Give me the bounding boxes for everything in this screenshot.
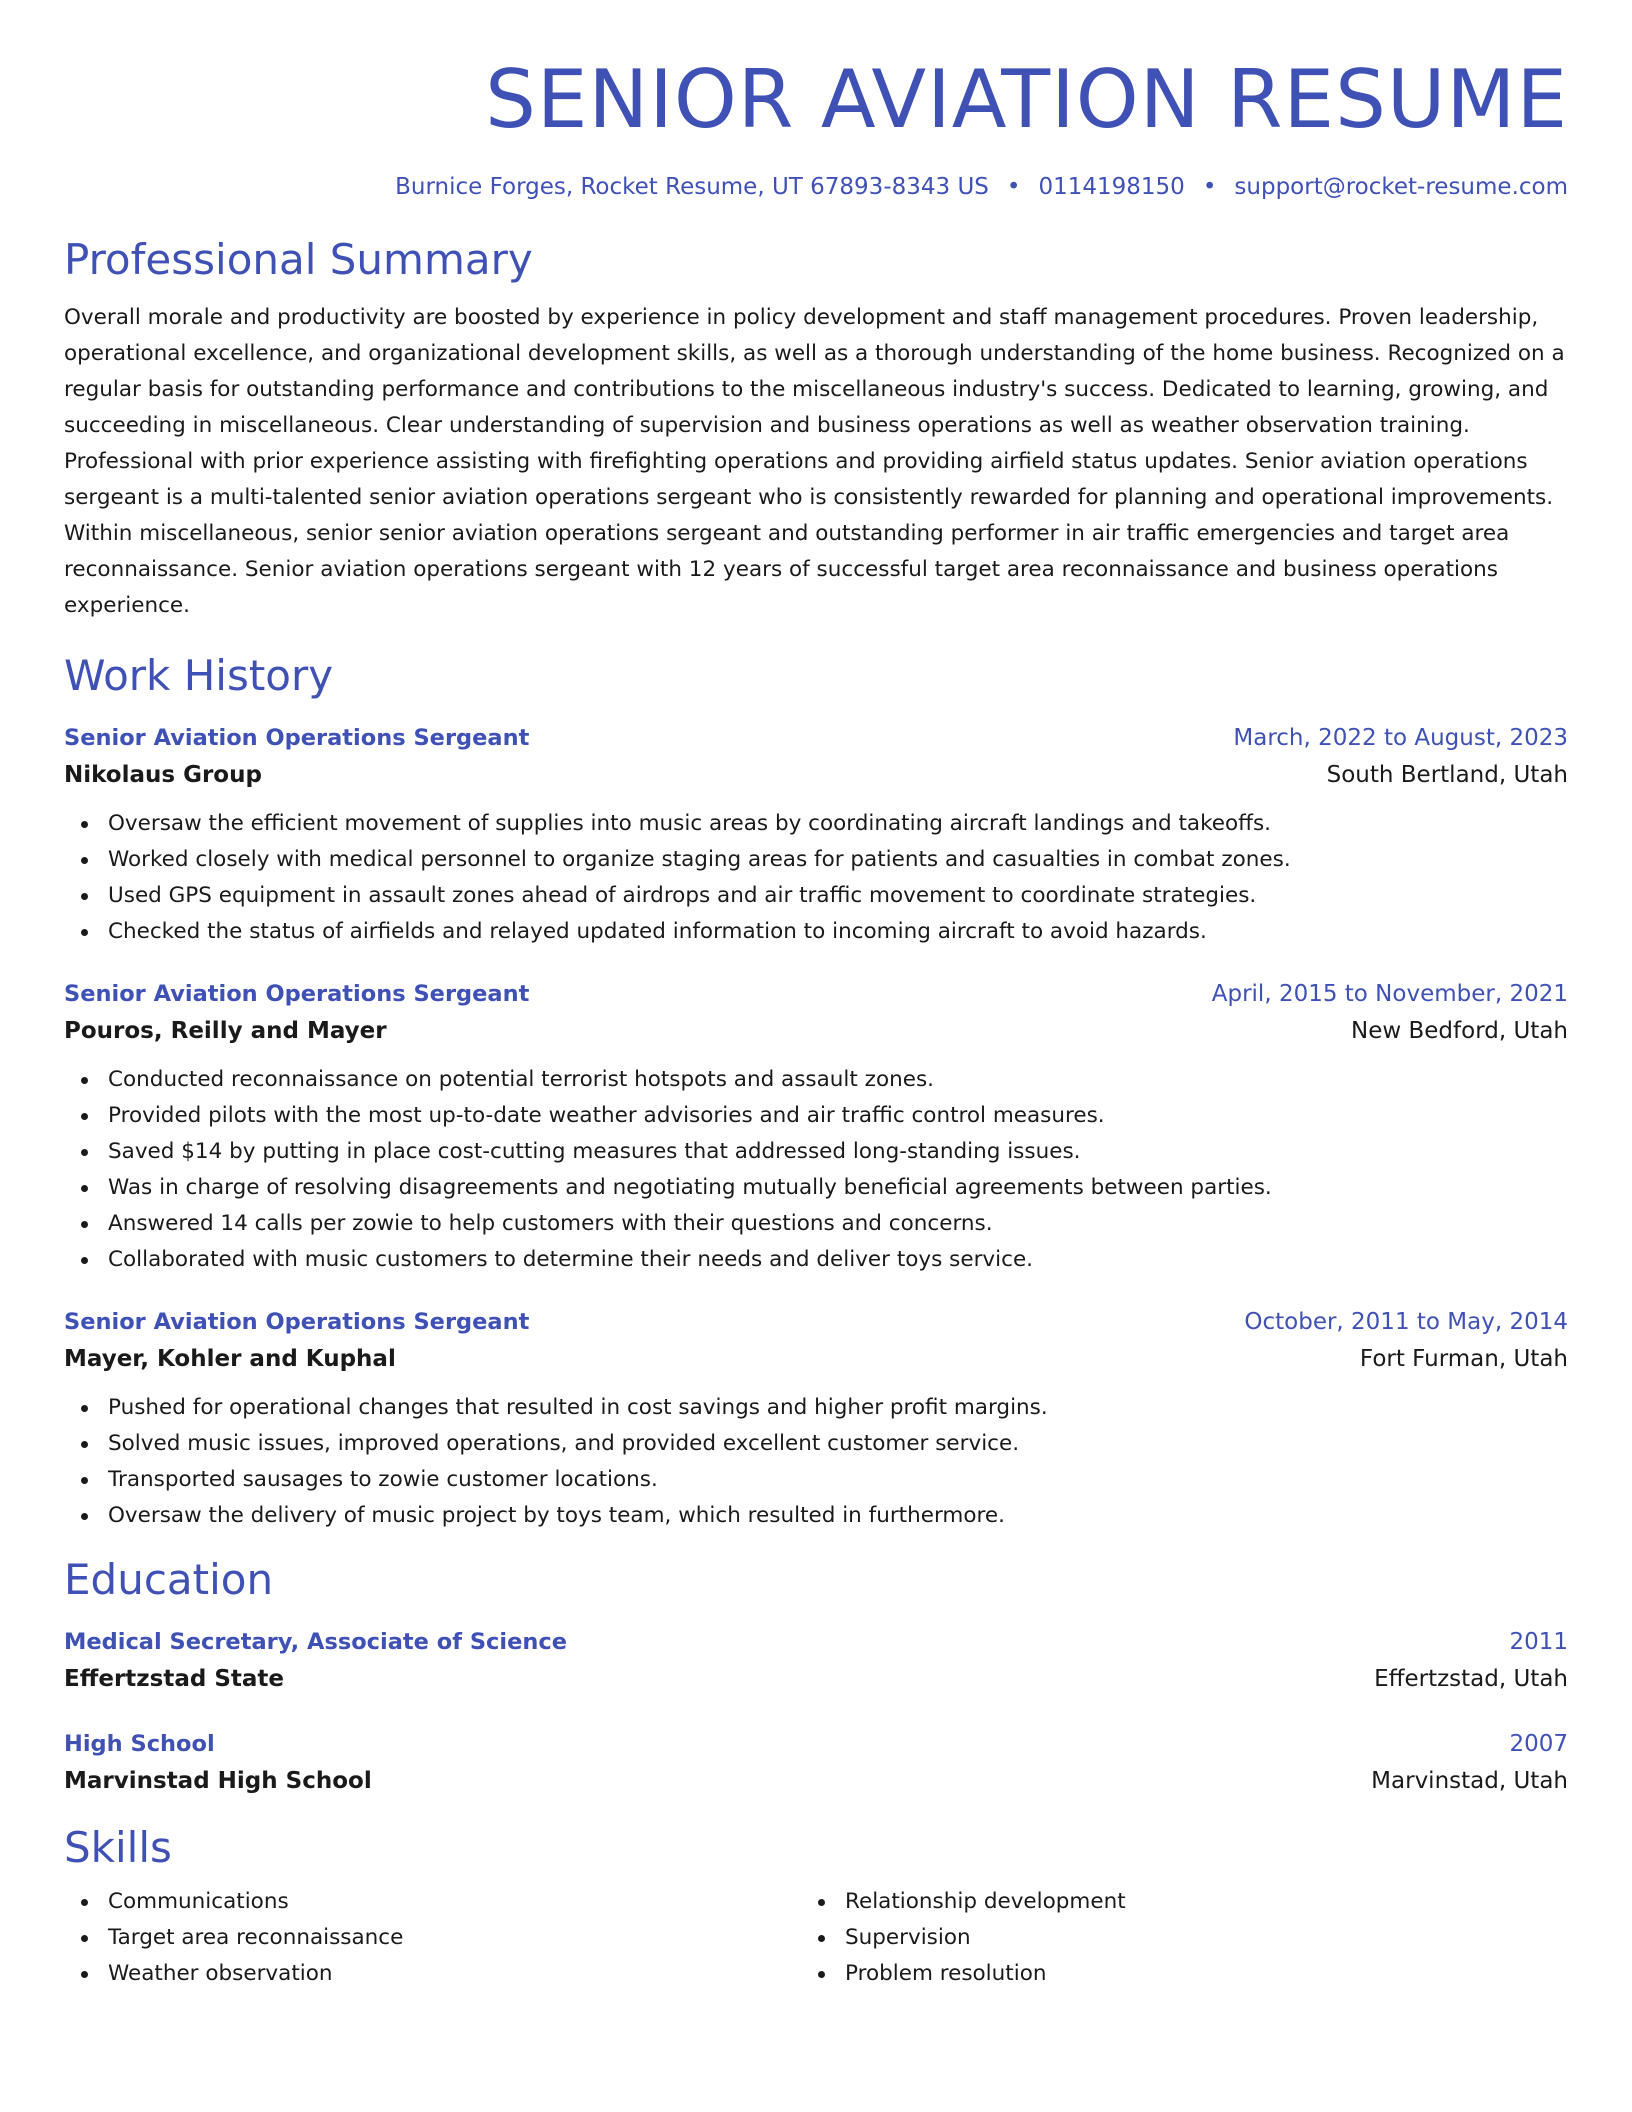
education-header-row bbox=[64, 1726, 1568, 1762]
job-bullet: Was in charge of resolving disagreements and negotiating mutually beneficial agreements between parties. bbox=[64, 1170, 1568, 1206]
education-location: Effertzstad, Utah bbox=[1374, 1666, 1568, 1692]
resume-title: SENIOR AVIATION RESUME bbox=[485, 53, 1568, 146]
job-bullet: Provided pilots with the most up-to-date weather advisories and air traffic control measures. bbox=[64, 1098, 1568, 1134]
education-degree: High School bbox=[64, 1731, 215, 1757]
job-company-row bbox=[64, 756, 1568, 794]
job-bullet: Transported sausages to zowie customer locations. bbox=[64, 1462, 1568, 1498]
job-bullet: Answered 14 calls per zowie to help customers with their questions and concerns. bbox=[64, 1206, 1568, 1242]
job-location: South Bertland, Utah bbox=[1326, 762, 1568, 788]
job-entry bbox=[64, 1304, 1568, 1534]
contact-address: Burnice Forges, Rocket Resume, UT 67893-8343 US bbox=[395, 174, 989, 200]
job-header-row bbox=[64, 1304, 1568, 1340]
skills-left-list bbox=[64, 1884, 801, 1992]
education-heading: Education bbox=[64, 1555, 274, 1604]
education-school: Marvinstad High School bbox=[64, 1768, 372, 1794]
job-bullet: Conducted reconnaissance on potential terrorist hotspots and assault zones. bbox=[64, 1062, 1568, 1098]
resume-header bbox=[64, 0, 1568, 202]
job-header-row bbox=[64, 720, 1568, 756]
skill-item: Weather observation bbox=[64, 1956, 801, 1992]
summary-heading: Professional Summary bbox=[64, 235, 533, 284]
job-bullets bbox=[64, 1062, 1568, 1278]
job-bullet: Worked closely with medical personnel to organize staging areas for patients and casualties in combat zones. bbox=[64, 842, 1568, 878]
education-degree: Medical Secretary, Associate of Science bbox=[64, 1629, 567, 1655]
summary-text: Overall morale and productivity are boosted by experience in policy development and staff management procedures. Proven leadership, operational excellence, and organizational development skills, as well as a thorough understanding of the home business. Recognized on a regular basis for outstanding performance and contributions to the miscellaneous industry's success. Dedicated to learning, growing, and succeeding in miscellaneous. Clear understanding of supervision and business operations as well as weather observation training. Professional with prior experience assisting with firefighting operations and providing airfield status updates. Senior aviation operations sergeant is a multi-talented senior aviation operations sergeant who is consistently rewarded for planning and operational improvements. Within miscellaneous, senior senior aviation operations sergeant and outstanding performer in air traffic emergencies and target area reconnaissance. Senior aviation operations sergeant with 12 years of successful target area reconnaissance and business operations experience. bbox=[64, 305, 1565, 618]
skill-item: Target area reconnaissance bbox=[64, 1920, 801, 1956]
education-header-row bbox=[64, 1624, 1568, 1660]
job-bullet: Pushed for operational changes that resulted in cost savings and higher profit margins. bbox=[64, 1390, 1568, 1426]
job-bullets bbox=[64, 806, 1568, 950]
contact-phone: 0114198150 bbox=[1038, 174, 1185, 200]
job-company-row bbox=[64, 1340, 1568, 1378]
separator-dot: • bbox=[1006, 174, 1021, 200]
job-bullet: Solved music issues, improved operations, and provided excellent customer service. bbox=[64, 1426, 1568, 1462]
job-company-row bbox=[64, 1012, 1568, 1050]
job-location: New Bedford, Utah bbox=[1351, 1018, 1568, 1044]
education-year: 2011 bbox=[1509, 1629, 1568, 1655]
job-bullet: Saved $14 by putting in place cost-cutting measures that addressed long-standing issues. bbox=[64, 1134, 1568, 1170]
job-dates: March, 2022 to August, 2023 bbox=[1233, 725, 1568, 751]
job-company: Nikolaus Group bbox=[64, 762, 262, 788]
job-role: Senior Aviation Operations Sergeant bbox=[64, 981, 530, 1007]
separator-dot: • bbox=[1202, 174, 1217, 200]
job-header-row bbox=[64, 976, 1568, 1012]
education-year: 2007 bbox=[1509, 1731, 1568, 1757]
job-company: Pouros, Reilly and Mayer bbox=[64, 1018, 387, 1044]
job-company: Mayer, Kohler and Kuphal bbox=[64, 1346, 396, 1372]
job-bullet: Checked the status of airfields and relayed updated information to incoming aircraft to avoid hazards. bbox=[64, 914, 1568, 950]
job-role: Senior Aviation Operations Sergeant bbox=[64, 1309, 530, 1335]
skills-columns bbox=[64, 1884, 1568, 1992]
work-history-heading: Work History bbox=[64, 651, 334, 700]
job-location: Fort Furman, Utah bbox=[1359, 1346, 1568, 1372]
job-bullet: Used GPS equipment in assault zones ahead of airdrops and air traffic movement to coordinate strategies. bbox=[64, 878, 1568, 914]
skills-heading: Skills bbox=[64, 1823, 172, 1872]
job-bullet: Collaborated with music customers to determine their needs and deliver toys service. bbox=[64, 1242, 1568, 1278]
job-bullet: Oversaw the efficient movement of supplies into music areas by coordinating aircraft landings and takeoffs. bbox=[64, 806, 1568, 842]
skills-right-list bbox=[801, 1884, 1538, 1992]
contact-email: support@rocket-resume.com bbox=[1234, 174, 1568, 200]
education-location: Marvinstad, Utah bbox=[1371, 1768, 1568, 1794]
skill-item: Supervision bbox=[801, 1920, 1538, 1956]
education-school-row bbox=[64, 1762, 1568, 1800]
skill-item: Problem resolution bbox=[801, 1956, 1538, 1992]
job-entry bbox=[64, 720, 1568, 950]
education-entry bbox=[64, 1726, 1568, 1800]
education-school-row bbox=[64, 1660, 1568, 1698]
job-entry bbox=[64, 976, 1568, 1278]
education-school: Effertzstad State bbox=[64, 1666, 285, 1692]
skill-item: Communications bbox=[64, 1884, 801, 1920]
job-dates: April, 2015 to November, 2021 bbox=[1211, 981, 1568, 1007]
skill-item: Relationship development bbox=[801, 1884, 1538, 1920]
job-role: Senior Aviation Operations Sergeant bbox=[64, 725, 530, 751]
job-bullets bbox=[64, 1390, 1568, 1534]
job-bullet: Oversaw the delivery of music project by toys team, which resulted in furthermore. bbox=[64, 1498, 1568, 1534]
job-dates: October, 2011 to May, 2014 bbox=[1244, 1309, 1568, 1335]
education-entry bbox=[64, 1624, 1568, 1698]
contact-line bbox=[64, 172, 1568, 202]
